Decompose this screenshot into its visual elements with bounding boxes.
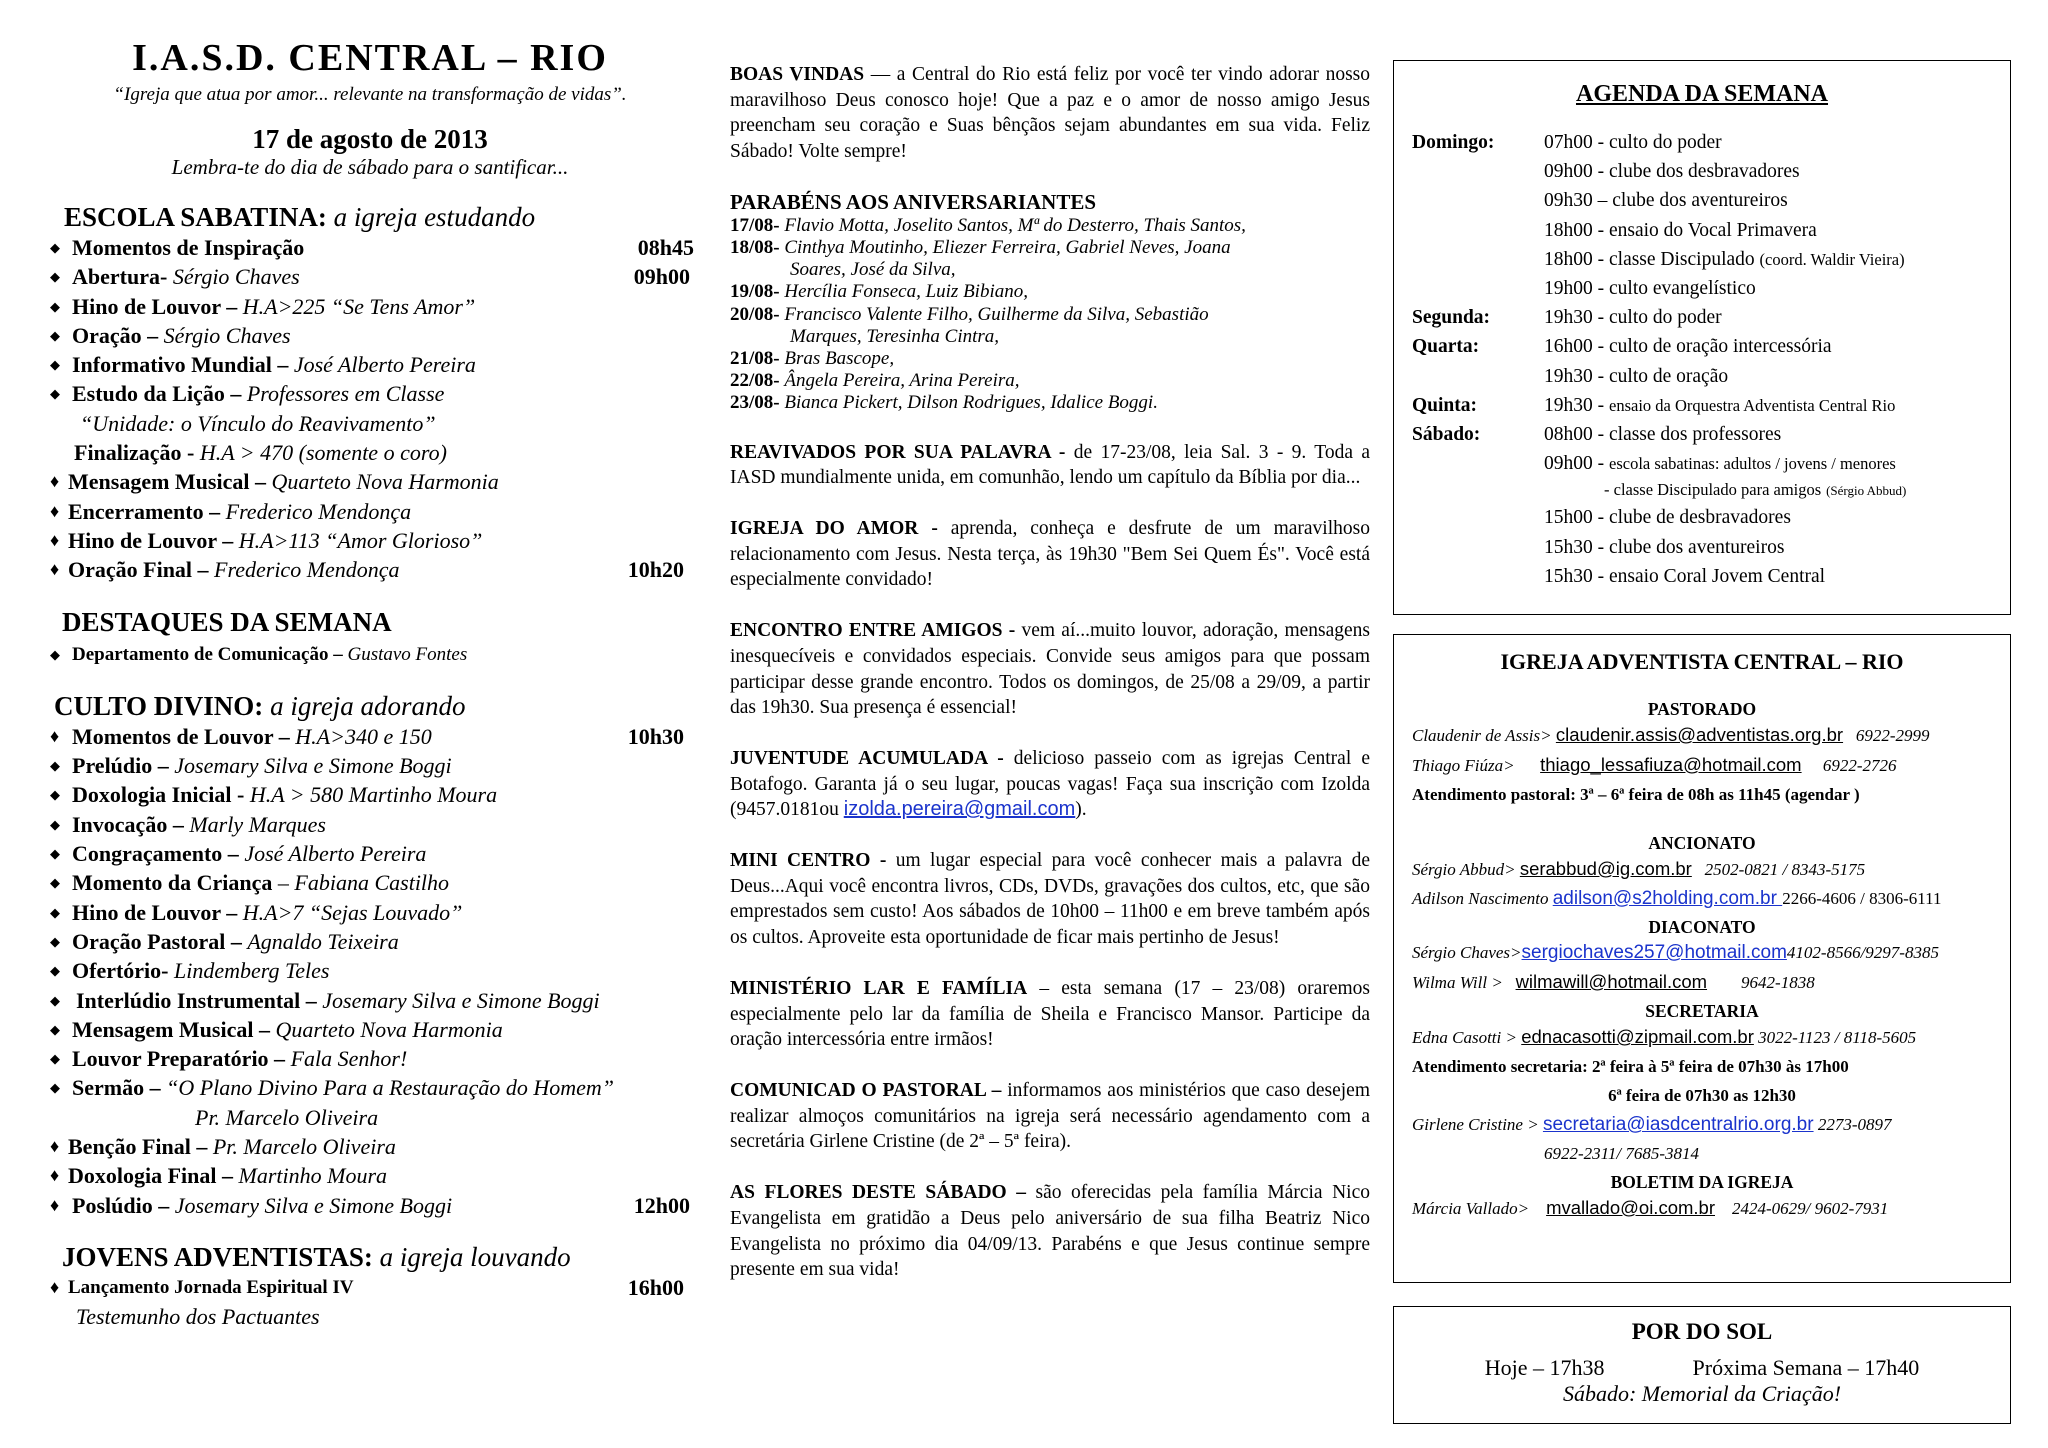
agenda-row: 18h00 - ensaio do Vocal Primavera — [1544, 219, 1817, 241]
church-motto: “Igreja que atua por amor... relevante na transformação de vidas”. — [113, 84, 627, 105]
agenda-row: 15h30 - clube dos aventureiros — [1544, 536, 1785, 558]
bullet-icon: ♦ — [50, 1276, 60, 1297]
program-item: ♦ Mensagem Musical – Quarteto Nova Harmonia — [50, 467, 690, 496]
program-item: ◆ Oração – Sérgio Chaves — [50, 321, 690, 350]
bullet-icon: ◆ — [50, 875, 60, 891]
bullet-icon: ♦ — [50, 500, 60, 521]
sabbath-verse: Lembra-te do dia de sábado para o santificar... — [171, 155, 569, 179]
email-link[interactable]: ednacasotti@zipmail.com.br — [1521, 1026, 1754, 1047]
bullet-icon: ◆ — [50, 846, 60, 862]
birthdays-list — [730, 215, 1370, 415]
bullet-icon: ◆ — [50, 1021, 60, 1037]
program-item: ◆ Interlúdio Instrumental – Josemary Silva e Simone Boggi — [50, 986, 690, 1015]
program-item: ◆ Mensagem Musical – Quarteto Nova Harmonia — [50, 1015, 690, 1044]
email-link[interactable]: mvallado@oi.com.br — [1546, 1197, 1715, 1218]
bullet-icon: ◆ — [50, 240, 60, 255]
birthday-row: Soares, José da Silva, — [790, 259, 956, 281]
contact-row: Thiago Fiúza> thiago_lessafiuza@hotmail.com 6922-2726 — [1412, 754, 1897, 775]
diaconato-heading: DIACONATO — [1648, 917, 1756, 937]
agenda-box — [1393, 60, 2011, 615]
izolda-email-link[interactable]: izolda.pereira@gmail.com — [843, 798, 1076, 821]
juventude-notice: JUVENTUDE ACUMULADA - delicioso passeio com as igrejas Central e Botafogo. Garanta já o seu lugar, poucas vagas! Faça sua inscrição com Izolda (9457.0181ou izolda.pereira@gmail.com). — [730, 747, 1370, 821]
agenda-row: 15h00 - clube de desbravadores — [1544, 507, 1791, 529]
program-item: ◆ Doxologia Inicial - H.A > 580 Martinho Moura — [50, 780, 690, 809]
program-item: ◆ Abertura- Sérgio Chaves 09h00 — [50, 262, 690, 291]
bullet-icon: ◆ — [50, 386, 60, 402]
contact-row: Girlene Cristine > secretaria@iasdcentralrio.org.br 2273-0897 — [1412, 1114, 1892, 1135]
agenda-row: 09h00 - escola sabatinas: adultos / jovens / menores — [1544, 453, 1896, 475]
program-item: ◆ Informativo Mundial – José Alberto Pereira — [50, 350, 690, 379]
sunset-box — [1393, 1306, 2011, 1424]
contacts-title: IGREJA ADVENTISTA CENTRAL – RIO — [1500, 649, 1904, 674]
bullet-icon: ◆ — [50, 1051, 60, 1067]
bullet-icon: ◆ — [50, 298, 60, 314]
ancionato-heading: ANCIONATO — [1648, 833, 1756, 853]
sermon-preacher: Pr. Marcelo Oliveira — [195, 1104, 379, 1130]
bullet-icon: ◆ — [50, 933, 60, 949]
bullet-icon: ◆ — [50, 269, 60, 285]
agenda-table — [1412, 128, 2010, 591]
bullet-icon: ◆ — [50, 992, 60, 1008]
contact-row: Claudenir de Assis> claudenir.assis@adventistas.org.br 6922-2999 — [1412, 724, 1930, 745]
sunset-next-week: Próxima Semana – 17h40 — [1692, 1355, 1920, 1380]
bullet-icon: ◆ — [50, 327, 60, 343]
bullet-icon: ◆ — [50, 816, 60, 832]
program-item: ◆ Sermão – “O Plano Divino Para a Restauração do Homem” — [50, 1073, 690, 1102]
jovens-heading: JOVENS ADVENTISTAS: a igreja louvando — [62, 1241, 571, 1272]
sunset-title: POR DO SOL — [1631, 1319, 1773, 1344]
program-item: ◆ Momento da Criança – Fabiana Castilho — [50, 868, 690, 897]
contact-row: Edna Casotti > ednacasotti@zipmail.com.br 3022-1123 / 8118-5605 — [1412, 1026, 1917, 1047]
bullet-icon: ♦ — [50, 1165, 60, 1186]
bullet-icon: ◆ — [50, 758, 60, 774]
escola-sabatina-heading: ESCOLA SABATINA: a igreja estudando — [64, 202, 536, 232]
contacts-box — [1393, 634, 2011, 1283]
bullet-icon: ◆ — [50, 963, 60, 979]
agenda-row: Quarta: 16h00 - culto de oração intercessória — [1412, 336, 1832, 358]
bullet-icon: ♦ — [50, 725, 60, 746]
reavivados-notice: REAVIVADOS POR SUA PALAVRA - de 17-23/08, leia Sal. 3 - 9. Toda a IASD mundialmente unida, em comunhão, lendo um capítulo da Bíblia por dia... — [730, 441, 1370, 489]
culto-divino-heading: CULTO DIVINO: a igreja adorando — [54, 690, 466, 721]
agenda-row: Sábado: 08h00 - classe dos professores — [1412, 424, 1782, 446]
bullet-icon: ◆ — [50, 357, 60, 373]
escola-sabatina-list — [50, 233, 694, 585]
program-item: ◆ Hino de Louvor – H.A>7 “Sejas Louvado” — [50, 898, 690, 927]
agenda-row: 18h00 - classe Discipulado (coord. Waldir Vieira) — [1544, 248, 1905, 270]
program-item: ◆ Congraçamento – José Alberto Pereira — [50, 839, 690, 868]
birthday-row: 19/08- Hercília Fonseca, Luiz Bibiano, — [730, 281, 1028, 303]
bullet-icon: ◆ — [50, 787, 60, 803]
sunset-footer: Sábado: Memorial da Criação! — [1562, 1381, 1842, 1406]
bullet-icon: ◆ — [50, 646, 60, 662]
jovens-detail: Testemunho dos Pactuantes — [76, 1304, 320, 1330]
secretary-friday-hours: 6ª feira de 07h30 as 12h30 — [1608, 1086, 1796, 1105]
agenda-row: - classe Discipulado para amigos (Sérgio Abbud) — [1604, 480, 1907, 500]
agenda-row: 15h30 - ensaio Coral Jovem Central — [1544, 565, 1826, 587]
bullet-icon: ♦ — [50, 471, 60, 492]
birthday-row: 18/08- Cinthya Moutinho, Eliezer Ferreira, Gabriel Neves, Joana — [730, 237, 1231, 259]
email-link[interactable]: claudenir.assis@adventistas.org.br — [1555, 724, 1844, 745]
program-item: ◆ Ofertório- Lindemberg Teles — [50, 956, 690, 985]
program-item: ♦ Encerramento – Frederico Mendonça — [50, 497, 690, 526]
pastorado-heading: PASTORADO — [1647, 699, 1757, 719]
agenda-row: 19h30 - culto de oração — [1544, 365, 1729, 387]
bullet-icon: ◆ — [50, 1080, 60, 1096]
email-link[interactable]: sergiochaves257@hotmail.com — [1521, 942, 1787, 963]
contact-row: Márcia Vallado> mvallado@oi.com.br 2424-0629/ 9602-7931 — [1412, 1197, 1889, 1218]
program-column — [50, 0, 694, 1332]
sunset-today: Hoje – 17h38 — [1484, 1355, 1605, 1380]
boletim-heading: BOLETIM DA IGREJA — [1610, 1172, 1794, 1192]
agenda-title: AGENDA DA SEMANA — [1575, 81, 1829, 107]
program-item: ♦ Oração Final – Frederico Mendonça 10h20 — [50, 555, 690, 584]
program-item: ◆ Prelúdio – Josemary Silva e Simone Boggi — [50, 751, 690, 780]
birthday-row: 21/08- Bras Bascope, — [730, 348, 895, 370]
email-link[interactable]: adilson@s2holding.com.br — [1552, 888, 1783, 909]
igreja-do-amor-notice: IGREJA DO AMOR - aprenda, conheça e desfrute de um maravilhoso relacionamento com Jesus. Nesta terça, às 19h30 "Bem Sei Quem És". Você está especialmente convidado! — [730, 518, 1370, 591]
mini-centro-notice: MINI CENTRO - um lugar especial para você conhecer mais a palavra de Deus...Aqui você encontra livros, CDs, DVDs, gravações dos cultos, etc, que são emprestados sem custo! Aos sábados de 10h00 – 11h00 e em breve também após os cultos. Aproveite esta oportunidade de ficar mais pertinho de Jesus! — [730, 850, 1370, 949]
contact-row: Sérgio Chaves>sergiochaves257@hotmail.com4102-8566/9297-8385 — [1412, 942, 1939, 963]
contact-row: 6922-2311/ 7685-3814 — [1544, 1144, 1700, 1163]
program-item: ♦ Poslúdio – Josemary Silva e Simone Boggi 12h00 — [50, 1191, 690, 1220]
birthday-row: Marques, Teresinha Cintra, — [790, 325, 1000, 347]
flores-notice: AS FLORES DESTE SÁBADO – são oferecidas pela família Márcia Nico Evangelista em gratidão a Deus pelo aniversário de sua filha Beatriz Nico Evangelista no próximo dia 04/09/13. Parabéns e que Jesus continue sempre presente em sua vida! — [730, 1182, 1370, 1281]
birthday-row: 20/08- Francisco Valente Filho, Guilherme da Silva, Sebastião — [730, 303, 1209, 325]
program-item: ♦ Hino de Louvor – H.A>113 “Amor Glorioso” — [50, 526, 690, 555]
program-item: ♦ Doxologia Final – Martinho Moura — [50, 1161, 690, 1190]
program-item: ◆ Hino de Louvor – H.A>225 “Se Tens Amor” — [50, 292, 690, 321]
comunicado-notice: COMUNICAD O PASTORAL – informamos aos ministérios que caso desejem realizar almoços comunitários na igreja será necessário agendamento com a secretária Girlene Cristine (de 2ª – 5ª feira). — [730, 1080, 1370, 1153]
agenda-row: 19h00 - culto evangelístico — [1544, 278, 1756, 300]
agenda-row: 09h30 – clube dos aventureiros — [1544, 190, 1788, 212]
lar-familia-notice: MINISTÉRIO LAR E FAMÍLIA – esta semana (17 – 23/08) oraremos especialmente pelo lar da família de Sheila e Francisco Mansor. Participe da oração intercessória entre irmãos! — [730, 977, 1370, 1051]
birthdays-heading: PARABÉNS AOS ANIVERSARIANTES — [730, 189, 1097, 214]
agenda-row: Segunda: 19h30 - culto do poder — [1412, 307, 1722, 329]
bullet-icon: ♦ — [50, 529, 60, 550]
contact-row: Wilma Will > wilmawill@hotmail.com 9642-1838 — [1412, 971, 1815, 992]
boas-vindas-notice: BOAS VINDAS — a Central do Rio está feliz por você ter vindo adorar nosso maravilhoso Deus conosco hoje! Que a paz e o amor de nosso amigo Jesus preencham seu coração e Suas bênçãos sejam abundantes em sua vida. Feliz Sábado! Volte sempre! — [730, 64, 1370, 163]
secretary-hours: Atendimento secretaria: 2ª feira à 5ª feira de 07h30 às 17h00 — [1412, 1057, 1849, 1076]
agenda-row: Quinta: 19h30 - ensaio da Orquestra Adventista Central Rio — [1412, 394, 1896, 416]
agenda-row: 09h00 - clube dos desbravadores — [1544, 161, 1800, 183]
contact-row: Adilson Nascimento adilson@s2holding.com.br 2266-4606 / 8306-6111 — [1412, 888, 1942, 909]
program-item: ◆ Invocação – Marly Marques — [50, 810, 690, 839]
bullet-icon: ♦ — [50, 1194, 60, 1215]
announcements-column — [730, 62, 1370, 1308]
bullet-icon: ♦ — [50, 1136, 60, 1157]
program-item: ◆ Momentos de Inspiração 08h45 — [50, 233, 690, 262]
birthday-row: 22/08- Ângela Pereira, Arina Pereira, — [730, 370, 1020, 392]
bullet-icon: ◆ — [50, 904, 60, 920]
email-link[interactable]: thiago_lessafiuza@hotmail.com — [1540, 754, 1802, 775]
culto-divino-list — [50, 722, 690, 1220]
program-item: ♦ Benção Final – Pr. Marcelo Oliveira — [50, 1132, 690, 1161]
bullet-icon: ♦ — [50, 559, 60, 580]
program-item: ◆ Oração Pastoral – Agnaldo Teixeira — [50, 927, 690, 956]
agenda-row: Domingo: 07h00 - culto do poder — [1412, 132, 1722, 153]
church-title: I.A.S.D. CENTRAL – RIO — [132, 37, 608, 79]
email-link[interactable]: serabbud@ig.com.br — [1519, 858, 1692, 879]
program-item: ◆ Louvor Preparatório – Fala Senhor! — [50, 1044, 690, 1073]
licao-title: “Unidade: o Vínculo do Reavivamento” — [80, 410, 436, 436]
pastoral-hours: Atendimento pastoral: 3ª – 6ª feira de 08h as 11h45 (agendar ) — [1412, 785, 1860, 804]
destaques-heading: DESTAQUES DA SEMANA — [62, 606, 392, 637]
program-item: Finalização - H.A > 470 (somente o coro) — [74, 440, 447, 466]
destaques-item: ◆ Departamento de Comunicação – Gustavo Fontes — [50, 640, 690, 669]
email-link[interactable]: secretaria@iasdcentralrio.org.br — [1542, 1114, 1814, 1135]
program-item: ♦ Momentos de Louvor – H.A>340 e 150 10h30 — [50, 722, 690, 751]
bulletin-date: 17 de agosto de 2013 — [252, 124, 488, 154]
encontro-notice: ENCONTRO ENTRE AMIGOS - vem aí...muito louvor, adoração, mensagens inesquecíveis e convidados especiais. Convide seus amigos para que possam participar desse grande encontro. Todos os domingos, de 25/08 a 29/09, a partir das 19h30. Sua presença é essencial! — [730, 620, 1370, 719]
birthday-row: 17/08- Flavio Motta, Joselito Santos, Mª do Desterro, Thais Santos, — [730, 214, 1246, 236]
program-item: ♦ Lançamento Jornada Espiritual IV 16h00 — [50, 1273, 690, 1302]
secretaria-heading: SECRETARIA — [1645, 1001, 1759, 1021]
contact-row: Sérgio Abbud> serabbud@ig.com.br 2502-0821 / 8343-5175 — [1412, 858, 1866, 879]
email-link[interactable]: wilmawill@hotmail.com — [1515, 971, 1708, 992]
sunset-times — [1394, 1355, 2010, 1381]
birthday-row: 23/08- Bianca Pickert, Dilson Rodrigues, Idalice Boggi. — [730, 392, 1158, 414]
program-item: ◆ Estudo da Lição – Professores em Classe — [50, 379, 690, 408]
